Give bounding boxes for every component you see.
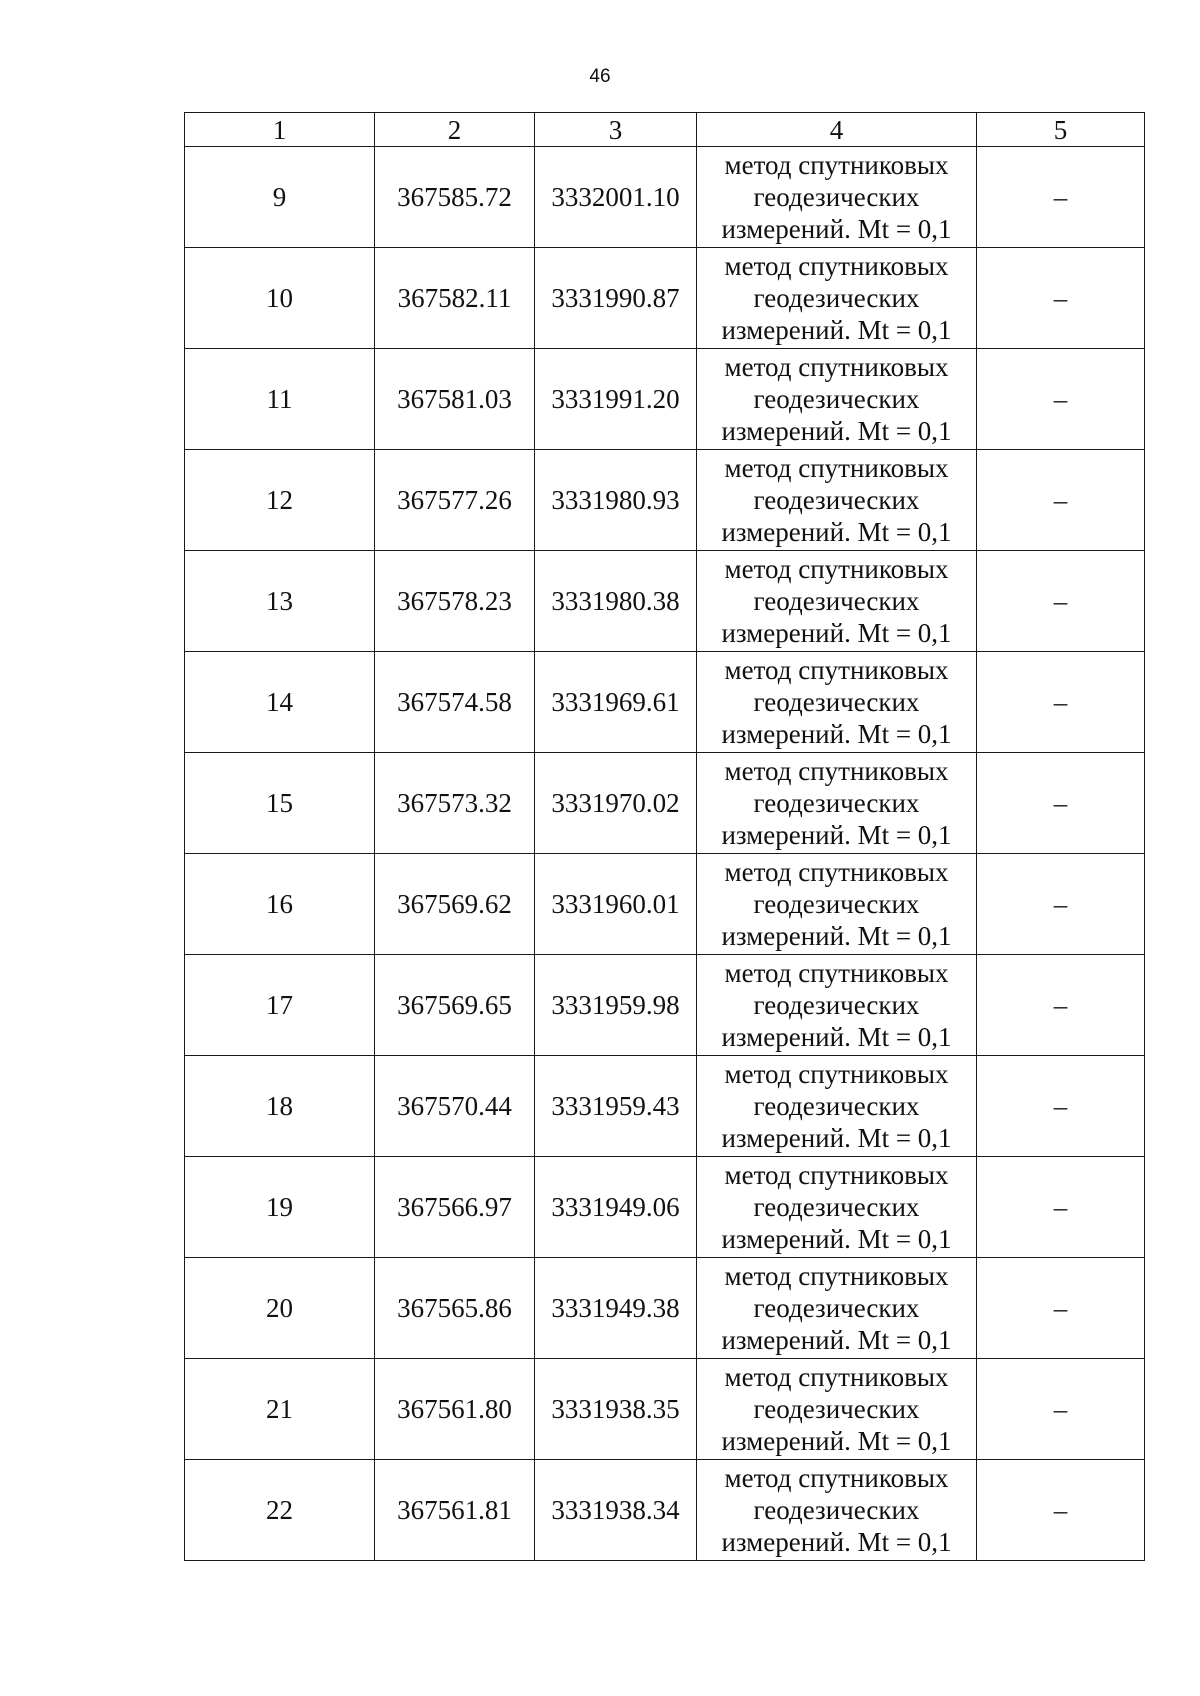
point-number-cell: 19 [185, 1157, 375, 1258]
method-line: геодезических [753, 687, 920, 717]
table-row [185, 349, 1145, 450]
y-coordinate-cell: 3331969.61 [535, 652, 697, 753]
note-cell: – [977, 1460, 1145, 1561]
method-line: геодезических [753, 1495, 920, 1525]
point-number-cell: 20 [185, 1258, 375, 1359]
method-cell [697, 1157, 977, 1258]
table-row [185, 248, 1145, 349]
page-number: 46 [589, 66, 611, 87]
method-line: измерений. Mt = 0,1 [721, 719, 952, 749]
column-header: 5 [977, 113, 1145, 147]
y-coordinate-cell: 3331959.43 [535, 1056, 697, 1157]
y-coordinate-cell: 3331949.38 [535, 1258, 697, 1359]
table-row [185, 1359, 1145, 1460]
method-line: измерений. Mt = 0,1 [721, 1325, 952, 1355]
x-coordinate-cell: 367585.72 [375, 147, 535, 248]
method-cell [697, 147, 977, 248]
point-number-cell: 10 [185, 248, 375, 349]
table-row [185, 450, 1145, 551]
method-cell [697, 450, 977, 551]
x-coordinate-cell: 367570.44 [375, 1056, 535, 1157]
table-row [185, 955, 1145, 1056]
point-number-cell: 17 [185, 955, 375, 1056]
method-line: геодезических [753, 384, 920, 414]
method-line: метод спутниковых [724, 554, 949, 584]
method-line: измерений. Mt = 0,1 [721, 1224, 952, 1254]
table-row [185, 854, 1145, 955]
y-coordinate-cell: 3331980.93 [535, 450, 697, 551]
note-cell: – [977, 753, 1145, 854]
method-cell [697, 349, 977, 450]
method-line: геодезических [753, 1091, 920, 1121]
table-row [185, 652, 1145, 753]
method-line: геодезических [753, 283, 920, 313]
method-cell [697, 652, 977, 753]
method-line: измерений. Mt = 0,1 [721, 1527, 952, 1557]
note-cell: – [977, 248, 1145, 349]
note-cell: – [977, 349, 1145, 450]
method-line: измерений. Mt = 0,1 [721, 1022, 952, 1052]
method-line: геодезических [753, 788, 920, 818]
method-line: метод спутниковых [724, 655, 949, 685]
point-number-cell: 22 [185, 1460, 375, 1561]
note-cell: – [977, 1359, 1145, 1460]
point-number-cell: 21 [185, 1359, 375, 1460]
x-coordinate-cell: 367561.80 [375, 1359, 535, 1460]
table-row [185, 551, 1145, 652]
note-cell: – [977, 1056, 1145, 1157]
x-coordinate-cell: 367577.26 [375, 450, 535, 551]
column-header: 4 [697, 113, 977, 147]
method-line: метод спутниковых [724, 958, 949, 988]
y-coordinate-cell: 3331960.01 [535, 854, 697, 955]
method-cell [697, 248, 977, 349]
method-line: метод спутниковых [724, 1160, 949, 1190]
method-line: геодезических [753, 990, 920, 1020]
method-line: геодезических [753, 1293, 920, 1323]
method-cell [697, 551, 977, 652]
method-line: геодезических [753, 182, 920, 212]
point-number-cell: 14 [185, 652, 375, 753]
method-cell [697, 854, 977, 955]
method-cell [697, 1056, 977, 1157]
method-line: измерений. Mt = 0,1 [721, 618, 952, 648]
method-cell [697, 753, 977, 854]
method-cell [697, 1258, 977, 1359]
note-cell: – [977, 1157, 1145, 1258]
method-line: измерений. Mt = 0,1 [721, 820, 952, 850]
method-line: метод спутниковых [724, 352, 949, 382]
note-cell: – [977, 955, 1145, 1056]
note-cell: – [977, 854, 1145, 955]
method-line: геодезических [753, 889, 920, 919]
point-number-cell: 16 [185, 854, 375, 955]
x-coordinate-cell: 367581.03 [375, 349, 535, 450]
method-line: геодезических [753, 586, 920, 616]
method-line: измерений. Mt = 0,1 [721, 921, 952, 951]
method-line: геодезических [753, 1394, 920, 1424]
table-row [185, 147, 1145, 248]
method-line: измерений. Mt = 0,1 [721, 517, 952, 547]
method-cell [697, 1460, 977, 1561]
y-coordinate-cell: 3331970.02 [535, 753, 697, 854]
note-cell: – [977, 1258, 1145, 1359]
note-cell: – [977, 450, 1145, 551]
table-row [185, 753, 1145, 854]
column-header: 1 [185, 113, 375, 147]
point-number-cell: 9 [185, 147, 375, 248]
method-cell [697, 1359, 977, 1460]
method-line: измерений. Mt = 0,1 [721, 214, 952, 244]
method-line: метод спутниковых [724, 453, 949, 483]
note-cell: – [977, 551, 1145, 652]
y-coordinate-cell: 3331990.87 [535, 248, 697, 349]
x-coordinate-cell: 367569.62 [375, 854, 535, 955]
method-line: измерений. Mt = 0,1 [721, 1426, 952, 1456]
column-header: 2 [375, 113, 535, 147]
method-line: измерений. Mt = 0,1 [721, 1123, 952, 1153]
x-coordinate-cell: 367569.65 [375, 955, 535, 1056]
x-coordinate-cell: 367565.86 [375, 1258, 535, 1359]
method-line: метод спутниковых [724, 1463, 949, 1493]
point-number-cell: 15 [185, 753, 375, 854]
y-coordinate-cell: 3331938.34 [535, 1460, 697, 1561]
y-coordinate-cell: 3331991.20 [535, 349, 697, 450]
coordinates-table [184, 112, 1145, 1561]
y-coordinate-cell: 3331938.35 [535, 1359, 697, 1460]
method-line: метод спутниковых [724, 1362, 949, 1392]
y-coordinate-cell: 3332001.10 [535, 147, 697, 248]
x-coordinate-cell: 367578.23 [375, 551, 535, 652]
table-header-row [185, 113, 1145, 147]
method-line: измерений. Mt = 0,1 [721, 416, 952, 446]
method-line: геодезических [753, 485, 920, 515]
method-line: метод спутниковых [724, 251, 949, 281]
x-coordinate-cell: 367574.58 [375, 652, 535, 753]
x-coordinate-cell: 367582.11 [375, 248, 535, 349]
method-line: геодезических [753, 1192, 920, 1222]
table-row [185, 1460, 1145, 1561]
note-cell: – [977, 652, 1145, 753]
method-line: метод спутниковых [724, 756, 949, 786]
method-line: метод спутниковых [724, 857, 949, 887]
method-cell [697, 955, 977, 1056]
method-line: измерений. Mt = 0,1 [721, 315, 952, 345]
y-coordinate-cell: 3331959.98 [535, 955, 697, 1056]
note-cell: – [977, 147, 1145, 248]
method-line: метод спутниковых [724, 150, 949, 180]
method-line: метод спутниковых [724, 1059, 949, 1089]
y-coordinate-cell: 3331980.38 [535, 551, 697, 652]
x-coordinate-cell: 367573.32 [375, 753, 535, 854]
x-coordinate-cell: 367566.97 [375, 1157, 535, 1258]
table-row [185, 1157, 1145, 1258]
method-line: метод спутниковых [724, 1261, 949, 1291]
x-coordinate-cell: 367561.81 [375, 1460, 535, 1561]
point-number-cell: 11 [185, 349, 375, 450]
table-row [185, 1258, 1145, 1359]
y-coordinate-cell: 3331949.06 [535, 1157, 697, 1258]
point-number-cell: 13 [185, 551, 375, 652]
point-number-cell: 18 [185, 1056, 375, 1157]
point-number-cell: 12 [185, 450, 375, 551]
table-row [185, 1056, 1145, 1157]
column-header: 3 [535, 113, 697, 147]
